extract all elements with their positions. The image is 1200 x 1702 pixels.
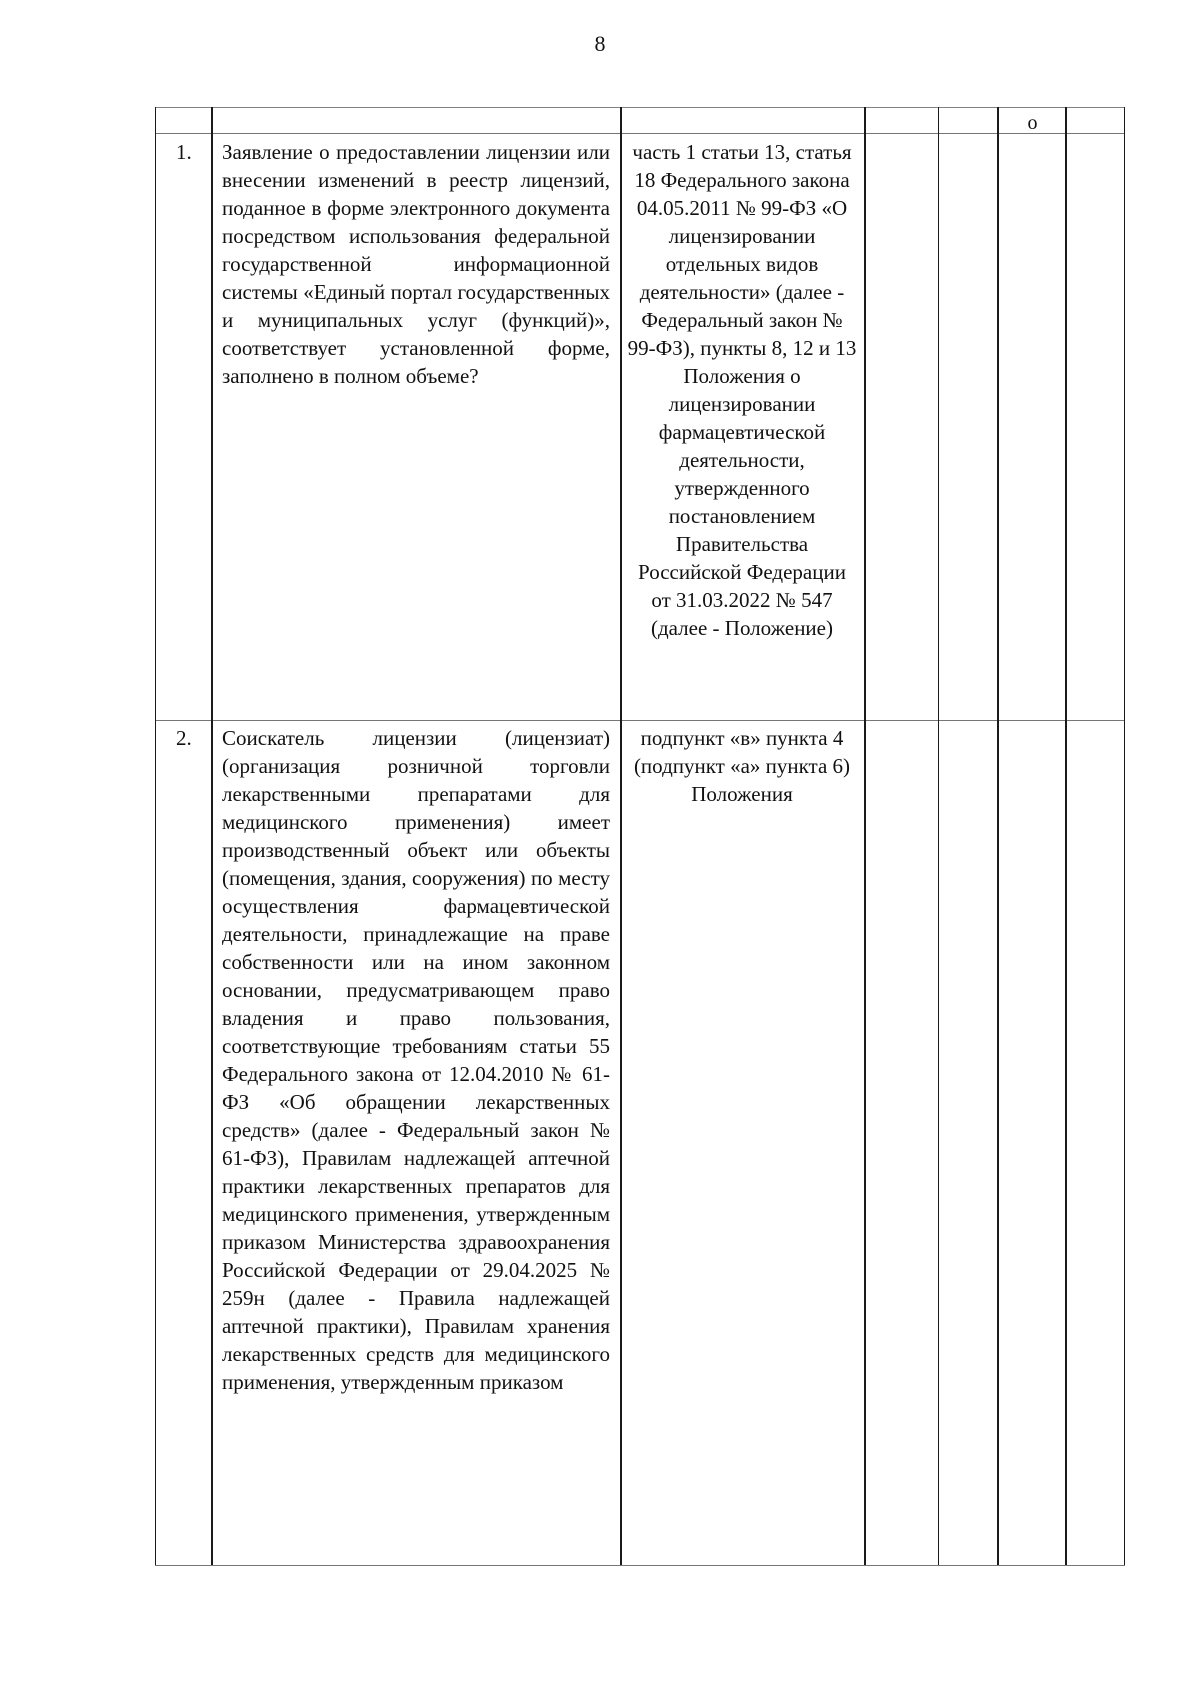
col-line-reference — [864, 107, 866, 1565]
col-line-question — [620, 107, 622, 1565]
row-1-reference — [626, 138, 858, 642]
row-separator-2 — [155, 720, 1125, 721]
col-line-right — [1124, 107, 1125, 1565]
page-number: 8 — [594, 31, 606, 56]
row-2-reference — [626, 724, 858, 808]
header-fragment: о — [1027, 112, 1038, 134]
row-1-reference-text: часть 1 статьи 13, статья 18 Федерального закона 04.05.2011 № 99-ФЗ «О лицензировании отдельных видов деятельности» (далее - Федеральный закон № 99-ФЗ), пункты 8, 12 и 13 Положения о лицензировании фармацевтической деятельности, утвержденного постановлением Правительства Российской Федерации от 31.03.2022 № 547 (далее - Положение) — [627, 140, 857, 640]
table-top-border — [155, 107, 1125, 108]
row-separator-1 — [155, 133, 1125, 134]
row-1-question-text: Заявление о предоставлении лицензии или внесении изменений в реестр лицензий, поданное в форме электронного документа посредством использования федеральной государственной информационной системы «Единый портал государственных и муниципальных услуг (функций)», соответствует установленной форме, заполнено в полном объеме? — [222, 140, 610, 388]
col-line-answer-yes — [938, 107, 939, 1565]
row-1-number: 1. — [176, 140, 192, 164]
row-2-question-text: Соискатель лицензии (лицензиат) (организация розничной торговли лекарственными препаратами для медицинского применения) имеет производственный объект или объекты (помещения, здания, сооружения) по месту осуществления фармацевтической деятельности, принадлежащие на праве собственности или на ином законном основании, предусматривающем право владения и право пользования, соответствующие требованиям статьи 55 Федерального закона от 12.04.2010 № 61-ФЗ «Об обращении лекарственных средств» (далее - Федеральный закон № 61-ФЗ), Правилам надлежащей аптечной практики лекарственных препаратов для медицинского применения, утвержденным приказом Министерства здравоохранения Российской Федерации от 29.04.2025 № 259н (далее - Правила надлежащей аптечной практики), Правилам хранения лекарственных средств для медицинского применения, утвержденным приказом — [222, 726, 610, 1394]
col-line-answer-no — [997, 107, 999, 1565]
row-2-question — [222, 724, 610, 1396]
table-bottom-border — [155, 1565, 1125, 1566]
col-line-left — [155, 107, 156, 1565]
row-2-reference-text: подпункт «в» пункта 4 (подпункт «а» пункта 6) Положения — [633, 726, 851, 806]
col-line-answer-na — [1065, 107, 1067, 1565]
row-2-number: 2. — [176, 726, 192, 750]
row-1-question — [222, 138, 610, 390]
col-line-num — [211, 107, 213, 1565]
